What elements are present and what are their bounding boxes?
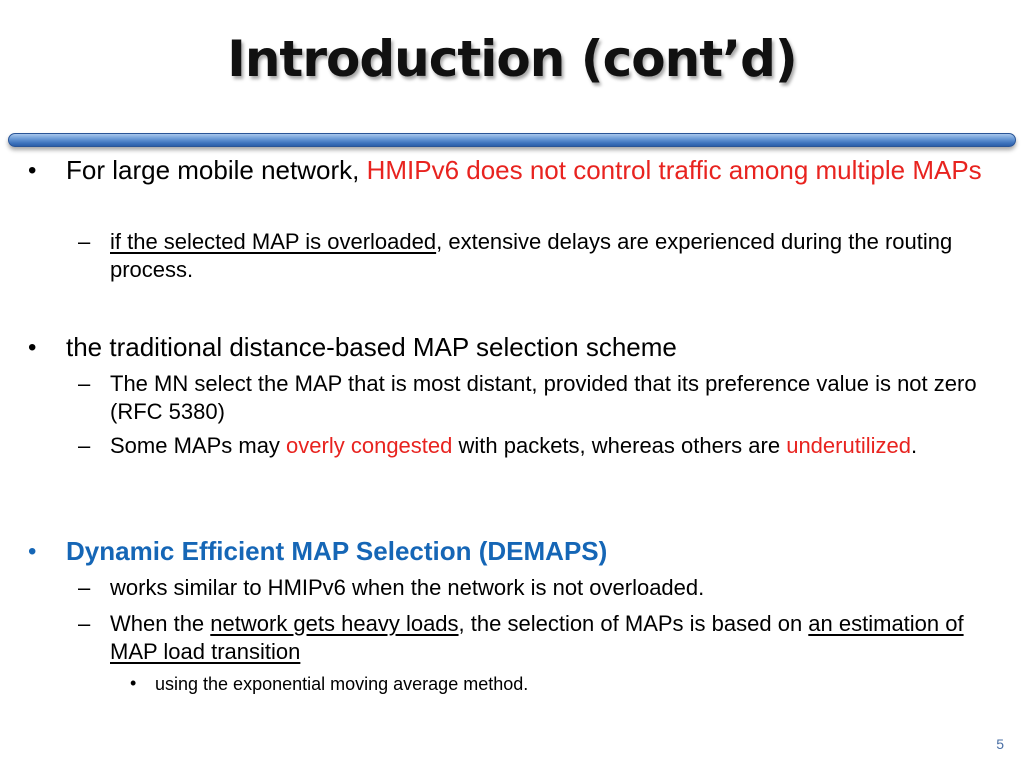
subbullet-text: , extensive delays are experienced during the routing process. bbox=[110, 229, 953, 282]
subbullet-selected-map-overloaded bbox=[78, 228, 990, 284]
subbullet-text: When the bbox=[110, 611, 211, 636]
subbullet-text: works similar to HMIPv6 when the network is not overloaded. bbox=[110, 575, 705, 600]
subsubbullet-text: using the exponential moving average method. bbox=[155, 674, 529, 694]
subbullet-some-maps-congested bbox=[78, 432, 990, 460]
subbullet-text: Some MAPs may bbox=[110, 433, 287, 458]
dash-marker: – bbox=[78, 433, 91, 458]
underlined-text: if the selected MAP is overloaded bbox=[110, 229, 437, 254]
dash-marker: – bbox=[78, 611, 91, 636]
subbullet-text: The MN select the MAP that is most distant, provided that its preference value is not zero (RFC 5380) bbox=[110, 371, 977, 424]
bullet-demaps: Dynamic Efficient MAP Selection (DEMAPS) bbox=[66, 536, 608, 566]
dash-marker: – bbox=[78, 575, 91, 600]
slide-title: Introduction (cont’d) bbox=[227, 30, 797, 88]
dash-marker: – bbox=[78, 229, 91, 254]
highlight-text: overly congested bbox=[286, 433, 453, 458]
subbullet-text: . bbox=[910, 433, 918, 458]
subbullet-mn-select-map bbox=[78, 370, 990, 426]
page-number: 5 bbox=[996, 736, 1004, 752]
bullet-marker: • bbox=[28, 538, 37, 565]
subsubbullet-ema-method bbox=[130, 673, 975, 695]
bullet-marker: • bbox=[28, 334, 37, 361]
subbullet-text: , the selection of MAPs is based on bbox=[458, 611, 809, 636]
underlined-text: an estimation of MAP load transition bbox=[110, 611, 964, 664]
bullet-traditional-scheme: the traditional distance-based MAP selection scheme bbox=[66, 332, 677, 362]
bullet-marker: • bbox=[130, 673, 137, 693]
highlight-text: HMIPv6 does not control traffic among multiple MAPs bbox=[366, 155, 982, 185]
subbullet-text: with packets, whereas others are bbox=[452, 433, 787, 458]
highlight-text: underutilized bbox=[786, 433, 911, 458]
bullet-text: For large mobile network, bbox=[66, 155, 367, 185]
subbullet-works-similar bbox=[78, 574, 990, 602]
bullet-large-mobile-network bbox=[66, 155, 986, 185]
subbullet-heavy-loads bbox=[78, 610, 990, 666]
dash-marker: – bbox=[78, 371, 91, 396]
underlined-text: network gets heavy loads bbox=[210, 611, 459, 636]
bullet-marker: • bbox=[28, 157, 37, 184]
